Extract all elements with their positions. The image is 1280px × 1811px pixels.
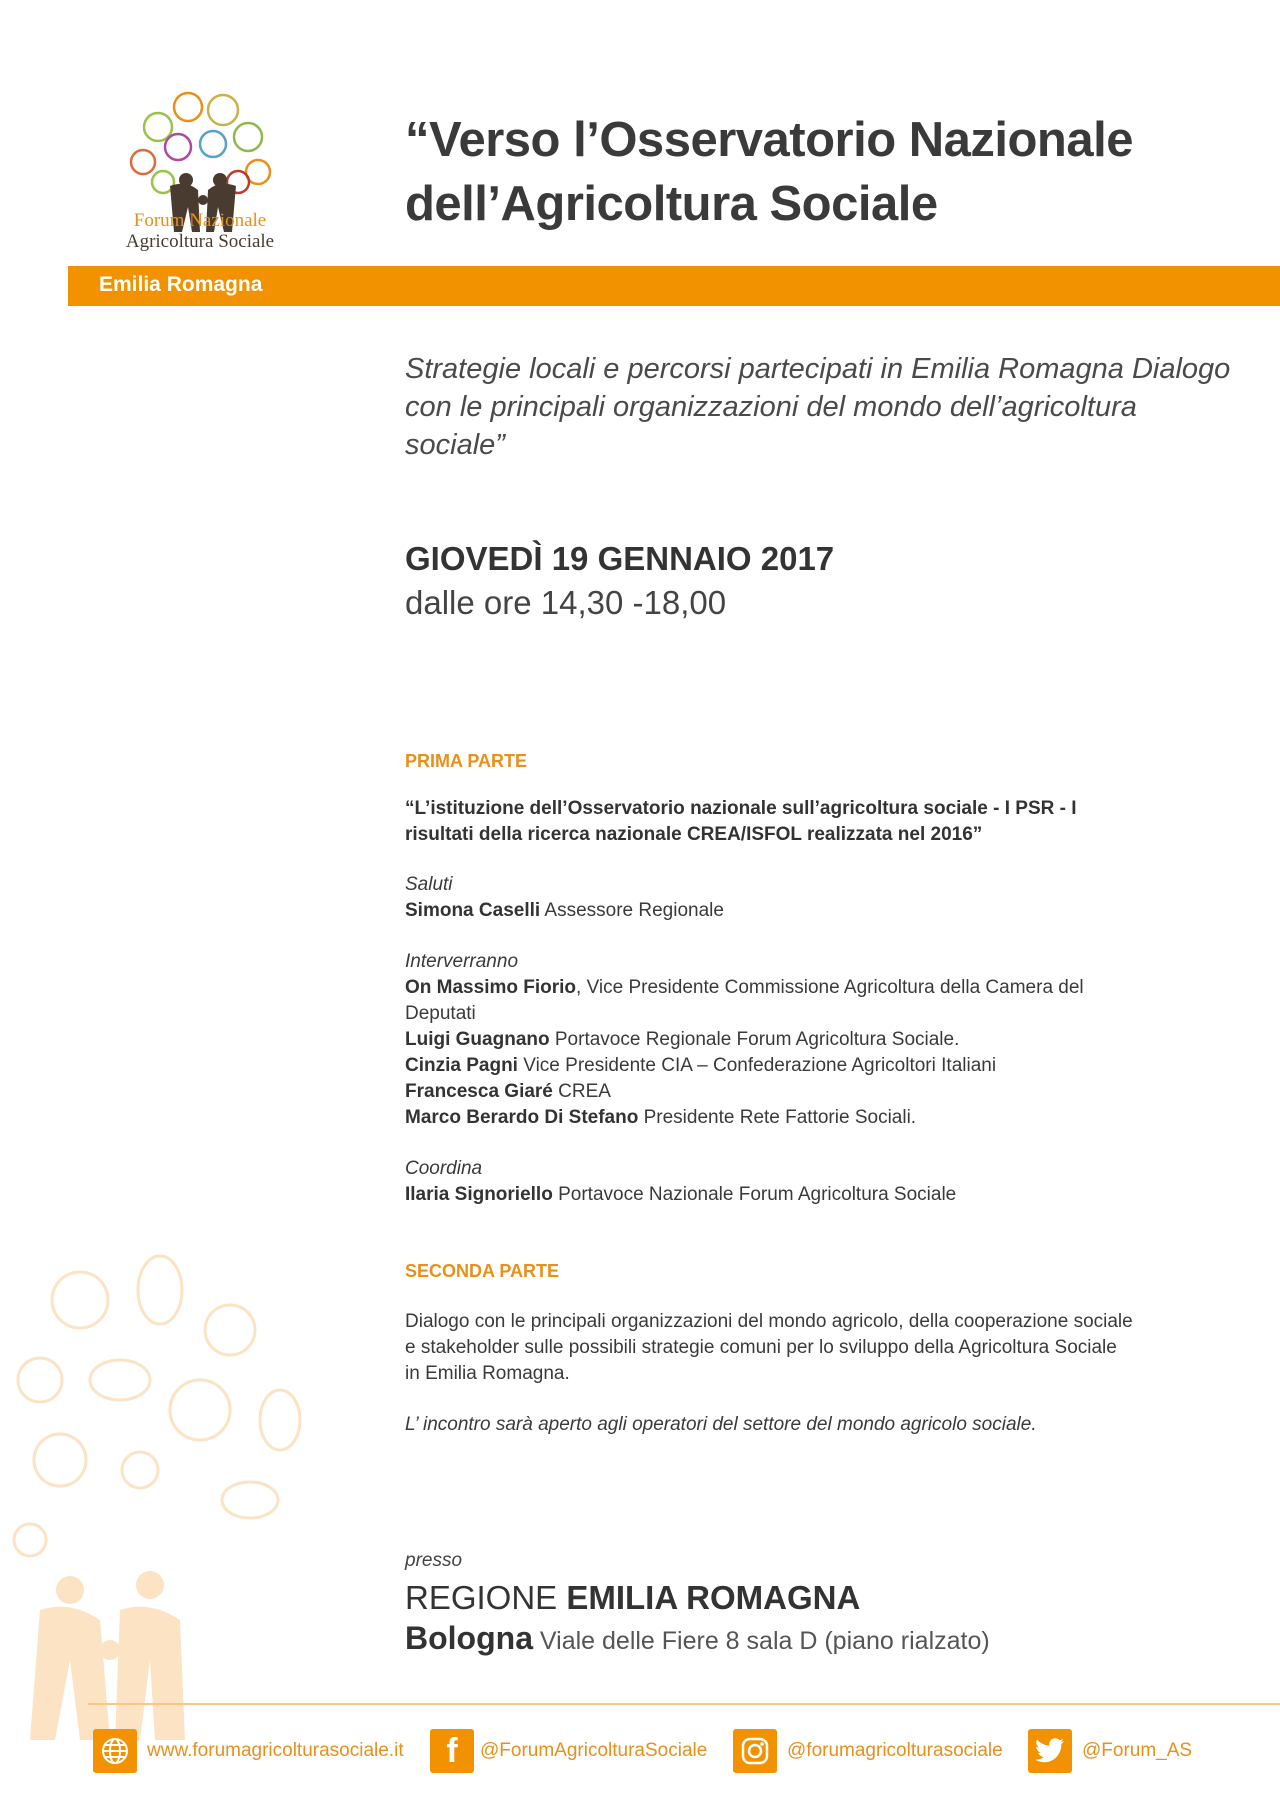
seconda-note: L’ incontro sarà aperto agli operatori del settore del mondo agricolo sociale. [405,1414,1037,1435]
facebook-link[interactable]: @ForumAgricolturaSociale [480,1740,708,1761]
event-date: GIOVEDÌ 19 GENNAIO 2017 [405,540,835,577]
website-link[interactable]: www.forumagricolturasociale.it [147,1740,404,1761]
coordina-role: Portavoce Nazionale Forum Agricoltura Sociale [552,1184,957,1205]
logo-line-2: Agricoltura Sociale [125,231,275,252]
coordina-line [405,1182,1145,1208]
venue-street: Viale delle Fiere 8 sala D (piano rialzato) [532,1627,990,1655]
speaker-role: CREA [552,1081,611,1102]
speaker-role: Portavoce Regionale Forum Agricoltura Sociale. [549,1029,960,1050]
venue-name [405,1579,860,1617]
coordina-label: Coordina [405,1158,483,1179]
speaker-name: Luigi Guagnano [405,1029,550,1050]
venue-emilia-romagna: EMILIA ROMAGNA [566,1579,861,1616]
globe-icon [93,1729,137,1773]
instagram-link[interactable]: @forumagricolturasociale [787,1740,1003,1761]
instagram-icon [733,1729,777,1773]
speaker-name: Francesca Giaré [405,1081,553,1102]
footer-website[interactable] [93,1729,404,1773]
interverranno-block [405,949,1145,1131]
speaker-role: Vice Presidente CIA – Confederazione Agricoltori Italiani [517,1055,997,1076]
footer-facebook[interactable] [430,1729,707,1773]
venue-address [405,1620,990,1657]
prima-topic: “L’istituzione dell’Osservatorio nazionale sull’agricoltura sociale - I PSR - I risultati della ricerca nazionale CREA/ISFOL realizzata nel 2016” [405,798,1077,845]
saluti-block [405,872,1145,924]
speaker-line [405,1105,1145,1131]
section-heading-prima: PRIMA PARTE [405,751,528,771]
seconda-text: Dialogo con le principali organizzazioni del mondo agricolo, della cooperazione sociale e stakeholder sulle possibili strategie comuni per lo sviluppo della Agricoltura Sociale in Emilia Romagna. [405,1311,1133,1384]
coordina-name: Ilaria Signoriello [405,1184,553,1205]
speaker-line [405,1079,1145,1105]
footer-divider [88,1703,1280,1705]
speaker-name: Cinzia Pagni [405,1055,518,1076]
footer-instagram[interactable] [733,1729,1003,1773]
venue-regione: REGIONE [405,1579,567,1616]
saluti-role: Assessore Regionale [540,900,724,921]
speaker-line [405,975,1145,1027]
event-time: dalle ore 14,30 -18,00 [405,584,727,621]
footer-twitter[interactable] [1028,1729,1192,1773]
page-title: “Verso l’Osservatorio Nazionale dell’Agricoltura Sociale [405,113,1133,231]
twitter-link[interactable]: @Forum_AS [1082,1740,1193,1761]
section-heading-seconda: SECONDA PARTE [405,1261,560,1281]
saluti-name: Simona Caselli [405,900,541,921]
subtitle: Strategie locali e percorsi partecipati in Emilia Romagna Dialogo con le principali organizzazioni del mondo dell’agricoltura sociale” [405,353,1231,461]
interverranno-label: Interverranno [405,951,519,972]
presso-label: presso [405,1550,463,1571]
saluti-label: Saluti [405,874,453,895]
logo-wordmark [100,210,300,252]
background-tree-illustration [0,1240,330,1740]
region-label: Emilia Romagna [99,273,263,296]
twitter-icon [1028,1729,1072,1773]
speaker-name: Marco Berardo Di Stefano [405,1107,639,1128]
speaker-role: Presidente Rete Fattorie Sociali. [638,1107,917,1128]
speaker-line [405,1053,1145,1079]
facebook-icon: f [430,1729,474,1773]
logo-line-1: Forum Nazionale [133,210,267,231]
speaker-role: , Vice Presidente Commissione Agricoltura della Camera del Deputati [405,977,1084,1024]
coordina-block [405,1156,1145,1208]
speaker-line [405,1027,1145,1053]
saluti-line [405,898,1145,924]
speaker-name: On Massimo Fiorio [405,977,577,998]
venue-city: Bologna [405,1620,533,1656]
